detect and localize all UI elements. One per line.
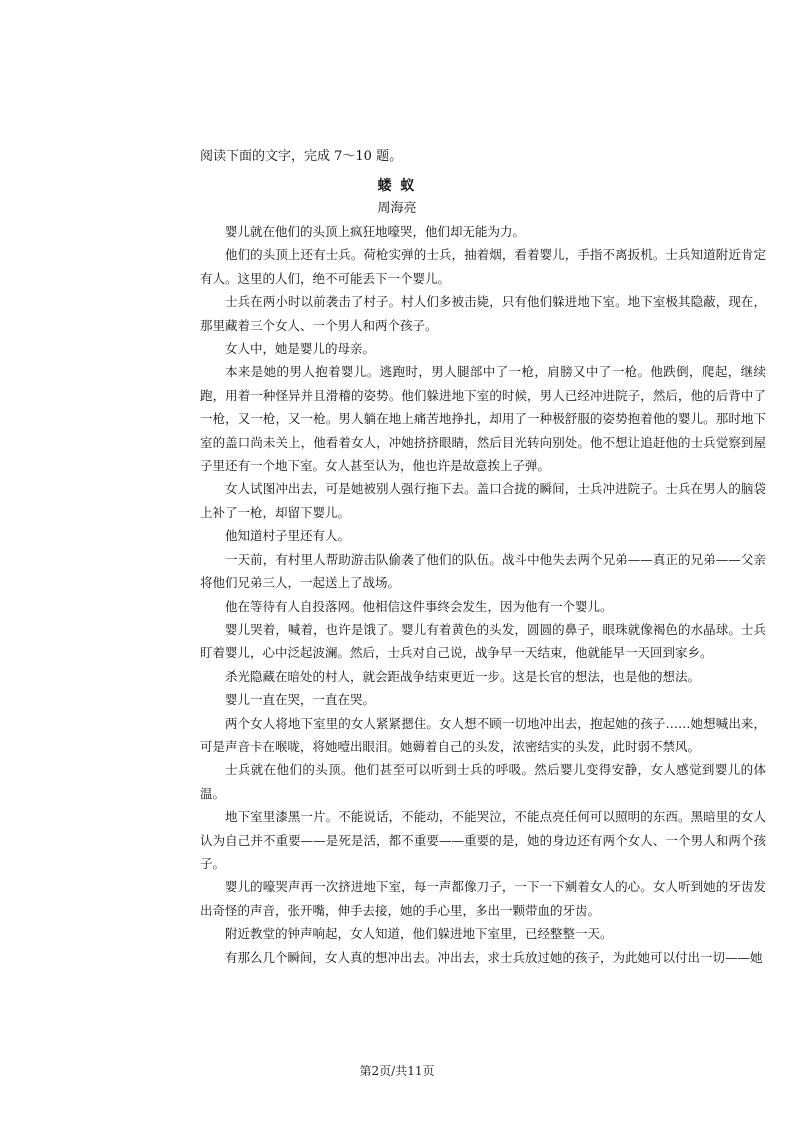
story-body <box>200 220 766 969</box>
paragraph: 女人中，她是婴儿的母亲。 <box>225 341 376 357</box>
paragraph: 他在等待有人自投落网。他相信这件事终会发生，因为他有一个婴儿。 <box>225 598 613 614</box>
reading-instruction: 阅读下面的文字，完成 7～10 题。 <box>200 149 403 164</box>
paragraph: 他知道村子里还有人。 <box>225 528 351 544</box>
paragraph: 士兵在两小时以前袭击了村子。村人们多被击毙，只有他们躲进地下室。地下室极其隐蔽，现在，那里藏着三个女人、一个男人和两个孩子。 <box>200 294 766 333</box>
paragraph: 一天前，有村里人帮助游击队偷袭了他们的队伍。战斗中他失去两个兄弟——真正的兄弟——父亲将他们兄弟三人，一起送上了战场。 <box>200 551 766 591</box>
paragraph: 婴儿就在他们的头顶上疯狂地嚎哭，他们却无能为力。 <box>225 224 526 239</box>
paragraph: 地下室里漆黑一片。不能说话，不能动，不能哭泣，不能点亮任何可以照明的东西。黑暗里的女人认为自己并不重要——是死是活，都不重要——重要的是，她的身边还有两个女人、一个男人和两个孩子。 <box>200 809 766 871</box>
paragraph: 婴儿的嚎哭声再一次挤进地下室，每一声都像刀子，一下一下剜着女人的心。女人听到她的牙齿发出奇怪的声音，张开嘴，伸手去接，她的手心里，多出一颗带血的牙齿。 <box>200 879 766 918</box>
story-author: 周海亮 <box>377 201 417 216</box>
paragraph: 女人试图冲出去，可是她被别人强行拖下去。盖口合拢的瞬间，士兵冲进院子。士兵在男人的脑袋上补了一枪，却留下婴儿。 <box>200 481 766 520</box>
paragraph: 杀光隐藏在暗处的村人，就会距战争结束更近一步。这是长官的想法，也是他的想法。 <box>225 668 701 684</box>
paragraph: 有那么几个瞬间，女人真的想冲出去。冲出去，求士兵放过她的孩子，为此她可以付出一切——她 <box>225 949 763 965</box>
paragraph: 士兵就在他们的头顶。他们甚至可以听到士兵的呼吸。然后婴儿变得安静，女人感觉到婴儿的体温。 <box>200 762 766 801</box>
story-title: 蝼 蚁 <box>377 178 417 194</box>
page-number: 第2页/共11页 <box>359 1064 435 1078</box>
paragraph: 两个女人将地下室里的女人紧紧摁住。女人想不顾一切地冲出去，抱起她的孩子……她想喊出来，可是声音卡在喉咙，将她噎出眼泪。她薅着自己的头发，浓密结实的头发，此时弱不禁风。 <box>200 715 766 754</box>
paragraph: 婴儿一直在哭，一直在哭。 <box>225 692 376 708</box>
paragraph: 附近教堂的钟声响起，女人知道，他们躲进地下室里，已经整整一天。 <box>225 926 613 942</box>
paragraph: 他们的头顶上还有士兵。荷枪实弹的士兵，抽着烟，看着婴儿，手指不离扳机。士兵知道附近肯定有人。这里的人们，绝不可能丢下一个婴儿。 <box>200 247 766 286</box>
paragraph: 婴儿哭着，喊着，也许是饿了。婴儿有着黄色的头发，圆圆的鼻子，眼珠就像褐色的水晶球。士兵盯着婴儿，心中泛起波澜。然后，士兵对自己说，战争早一天结束，他就能早一天回到家乡。 <box>200 621 766 661</box>
paragraph: 本来是她的男人抱着婴儿。逃跑时，男人腿部中了一枪，肩膀又中了一枪。他跌倒，爬起，继续跑，用着一种怪异并且滑稽的姿势。他们躲进地下室的时候，男人已经冲进院子，然后，他的后背中了一枪，又一枪，又一枪。男人躺在地上痛苦地挣扎，却用了一种极舒服的姿势抱着他的婴儿。那时地下室的盖口尚未关上，他看着女人，冲她挤挤眼睛，然后目光转向别处。他不想让追赶他的士兵觉察到屋子里还有一个地下室。女人甚至认为，他也许是故意挨上子弹。 <box>200 364 766 474</box>
